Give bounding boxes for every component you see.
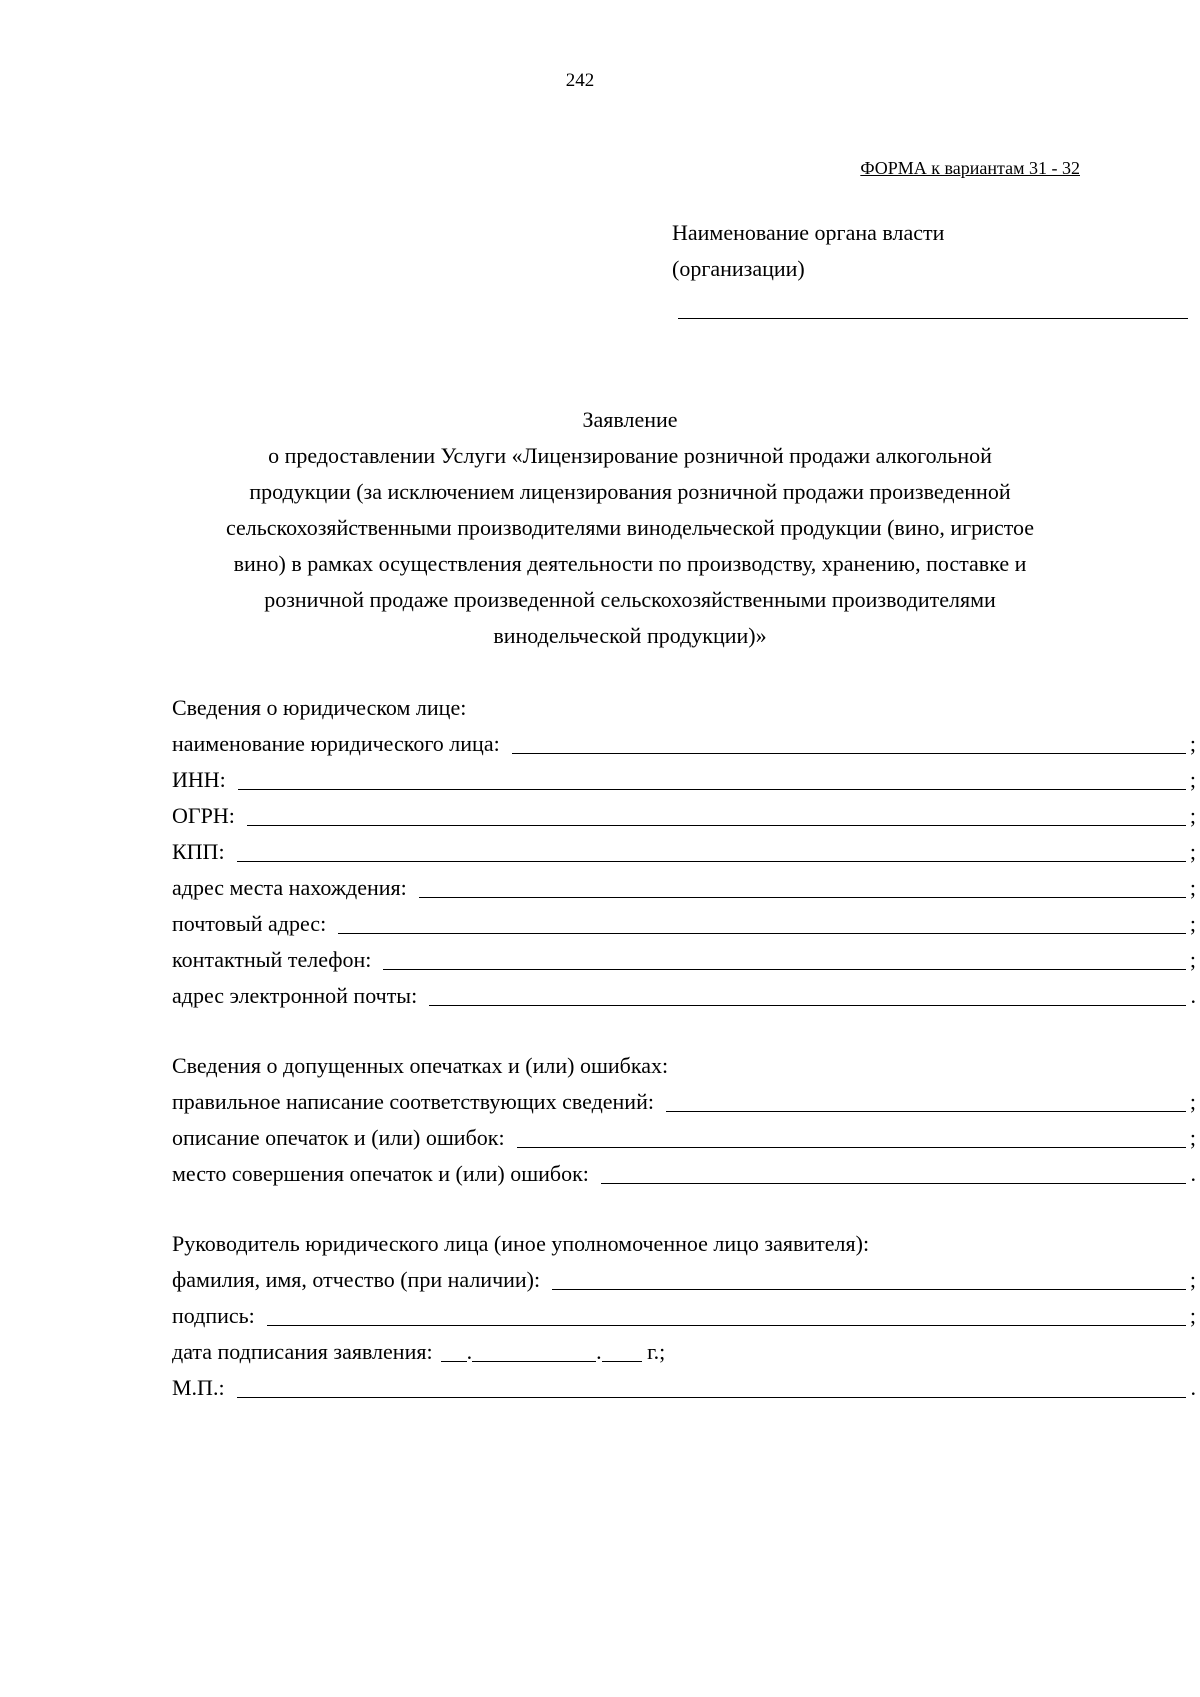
field-label: место совершения опечаток и (или) ошибок:: [172, 1161, 589, 1186]
field-end: ;: [1189, 1267, 1196, 1292]
errors-section: [172, 1048, 1196, 1192]
stamp-input[interactable]: [237, 1369, 1186, 1398]
legal-entity-section: [172, 690, 1196, 1014]
document-title: [130, 402, 1130, 654]
title-line: розничной продаже произведенной сельскохозяйственными производителями: [264, 587, 996, 612]
date-separator: .: [466, 1339, 473, 1364]
field-label: адрес места нахождения:: [172, 875, 407, 900]
field-end: .: [1190, 983, 1196, 1008]
form-row: [172, 1084, 1196, 1120]
field-label: КПП:: [172, 839, 225, 864]
signing-date-row: [172, 1334, 1196, 1370]
full-name-input[interactable]: [552, 1261, 1186, 1290]
field-label: правильное написание соответствующих сведений:: [172, 1089, 654, 1114]
correct-spelling-input[interactable]: [666, 1083, 1186, 1112]
field-label: контактный телефон:: [172, 947, 372, 972]
error-description-input[interactable]: [517, 1119, 1186, 1148]
title-line: продукции (за исключением лицензирования розничной продажи произведенной: [249, 479, 1011, 504]
form-row: [172, 834, 1196, 870]
form-row: [172, 1298, 1196, 1334]
field-end: .: [1190, 1161, 1196, 1186]
email-input[interactable]: [429, 977, 1186, 1006]
form-row: [172, 942, 1196, 978]
legal-entity-heading: Сведения о юридическом лице:: [172, 695, 467, 720]
legal-name-input[interactable]: [512, 725, 1186, 754]
title-line: вино) в рамках осуществления деятельности по производству, хранению, поставке и: [233, 551, 1027, 576]
signatory-heading: Руководитель юридического лица (иное уполномоченное лицо заявителя):: [172, 1231, 870, 1256]
form-row: [172, 870, 1196, 906]
signature-input[interactable]: [267, 1297, 1186, 1326]
date-separator: .: [596, 1339, 602, 1364]
field-end: .: [1190, 1375, 1196, 1400]
field-label: подпись:: [172, 1303, 255, 1328]
inn-input[interactable]: [238, 761, 1186, 790]
form-reference: ФОРМА к вариантам 31 - 32: [860, 158, 1080, 178]
location-address-input[interactable]: [419, 869, 1186, 898]
form-row: [172, 978, 1196, 1014]
field-label: описание опечаток и (или) ошибок:: [172, 1125, 505, 1150]
authority-name-line2: (организации): [672, 256, 805, 281]
field-end: ;: [1189, 875, 1196, 900]
field-end: ;: [1189, 1303, 1196, 1328]
field-label: фамилия, имя, отчество (при наличии):: [172, 1267, 541, 1292]
errors-heading: Сведения о допущенных опечатках и (или) ошибках:: [172, 1053, 669, 1078]
field-end: ;: [1189, 911, 1196, 936]
field-end: ;: [1189, 767, 1196, 792]
field-end: ;: [1189, 947, 1196, 972]
form-row: [172, 1156, 1196, 1192]
field-end: ;: [1189, 839, 1196, 864]
field-end: ;: [1189, 1125, 1196, 1150]
page-number: 242: [565, 70, 595, 91]
field-label: адрес электронной почты:: [172, 983, 418, 1008]
title-line: о предоставлении Услуги «Лицензирование розничной продажи алкогольной: [268, 443, 992, 468]
authority-name-line1: Наименование органа власти: [672, 220, 945, 245]
phone-input[interactable]: [383, 941, 1186, 970]
stamp-label: М.П.:: [172, 1375, 225, 1400]
field-label: почтовый адрес:: [172, 911, 327, 936]
field-label: ИНН:: [172, 767, 226, 792]
date-year-input[interactable]: [602, 1333, 642, 1362]
form-row: [172, 906, 1196, 942]
signing-date-label: дата подписания заявления:: [172, 1339, 433, 1364]
form-row: [172, 1262, 1196, 1298]
field-label: ОГРН:: [172, 803, 235, 828]
date-suffix: г.;: [641, 1339, 666, 1364]
authority-name-input[interactable]: [678, 318, 1188, 319]
date-day-input[interactable]: [441, 1333, 467, 1362]
ogrn-input[interactable]: [247, 797, 1186, 826]
title-line: сельскохозяйственными производителями винодельческой продукции (вино, игристое: [225, 515, 1035, 540]
authority-block: [672, 215, 944, 287]
field-end: ;: [1189, 803, 1196, 828]
title-line: винодельческой продукции)»: [493, 623, 767, 648]
form-row: [172, 726, 1196, 762]
field-end: ;: [1189, 731, 1196, 756]
form-row: [172, 798, 1196, 834]
postal-address-input[interactable]: [338, 905, 1186, 934]
field-label: наименование юридического лица:: [172, 731, 500, 756]
error-location-input[interactable]: [601, 1155, 1186, 1184]
title-heading: Заявление: [582, 407, 678, 432]
kpp-input[interactable]: [237, 833, 1186, 862]
signatory-section: [172, 1226, 1196, 1406]
form-row: [172, 1120, 1196, 1156]
form-row: [172, 1370, 1196, 1406]
date-month-input[interactable]: [472, 1333, 596, 1362]
form-row: [172, 762, 1196, 798]
field-end: ;: [1189, 1089, 1196, 1114]
